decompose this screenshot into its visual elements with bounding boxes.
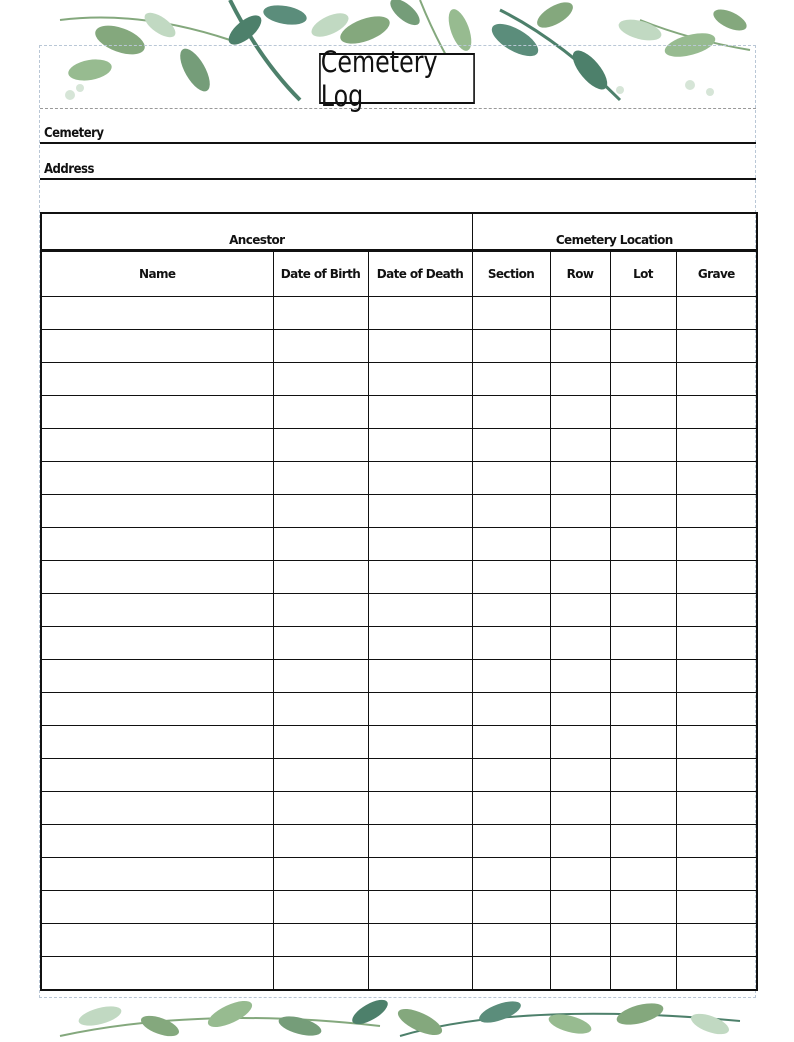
table-cell[interactable]	[610, 594, 676, 627]
table-cell[interactable]	[472, 429, 550, 462]
table-cell[interactable]	[550, 462, 610, 495]
table-cell[interactable]	[368, 363, 472, 396]
table-cell[interactable]	[550, 396, 610, 429]
table-row	[41, 429, 757, 462]
table-cell[interactable]	[676, 891, 757, 924]
table-cell[interactable]	[610, 396, 676, 429]
table-cell[interactable]	[41, 363, 273, 396]
table-cell[interactable]	[610, 462, 676, 495]
column-header-row: Row	[550, 251, 610, 297]
table-row	[41, 594, 757, 627]
table-row	[41, 396, 757, 429]
table-cell[interactable]	[676, 528, 757, 561]
table-cell[interactable]	[368, 396, 472, 429]
table-cell[interactable]	[368, 561, 472, 594]
table-cell[interactable]	[368, 297, 472, 330]
table-cell[interactable]	[273, 363, 368, 396]
table-body	[41, 297, 757, 991]
table-cell[interactable]	[368, 792, 472, 825]
table-cell[interactable]	[41, 957, 273, 991]
table-cell[interactable]	[273, 792, 368, 825]
table-cell[interactable]	[41, 495, 273, 528]
table-cell[interactable]	[273, 858, 368, 891]
table-cell[interactable]	[676, 297, 757, 330]
table-cell[interactable]	[273, 429, 368, 462]
table-cell[interactable]	[610, 429, 676, 462]
table-cell[interactable]	[610, 693, 676, 726]
table-cell[interactable]	[41, 693, 273, 726]
table-cell[interactable]	[472, 528, 550, 561]
table-cell[interactable]	[273, 396, 368, 429]
table-cell[interactable]	[472, 858, 550, 891]
table-cell[interactable]	[676, 627, 757, 660]
table-cell[interactable]	[550, 429, 610, 462]
table-cell[interactable]	[368, 495, 472, 528]
table-cell[interactable]	[472, 495, 550, 528]
table-cell[interactable]	[550, 528, 610, 561]
table-cell[interactable]	[472, 660, 550, 693]
table-row	[41, 528, 757, 561]
table-cell[interactable]	[610, 561, 676, 594]
table-cell[interactable]	[472, 561, 550, 594]
table-cell[interactable]	[472, 627, 550, 660]
table-cell[interactable]	[368, 825, 472, 858]
table-cell[interactable]	[550, 792, 610, 825]
table-cell[interactable]	[472, 297, 550, 330]
table-cell[interactable]	[676, 858, 757, 891]
table-cell[interactable]	[41, 594, 273, 627]
table-cell[interactable]	[676, 693, 757, 726]
cemetery-label: Cemetery	[44, 126, 104, 141]
table-row	[41, 957, 757, 991]
table-cell[interactable]	[472, 891, 550, 924]
table-cell[interactable]	[610, 660, 676, 693]
table-row	[41, 495, 757, 528]
table-cell[interactable]	[610, 726, 676, 759]
address-label: Address	[44, 162, 94, 177]
table-cell[interactable]	[610, 858, 676, 891]
address-field[interactable]	[40, 152, 756, 180]
column-header-name: Name	[41, 251, 273, 297]
table-row	[41, 363, 757, 396]
table-cell[interactable]	[550, 957, 610, 991]
table-cell[interactable]	[472, 924, 550, 957]
table-cell[interactable]	[41, 297, 273, 330]
table-cell[interactable]	[368, 330, 472, 363]
table-cell[interactable]	[550, 627, 610, 660]
table-row	[41, 660, 757, 693]
column-header-grave: Grave	[676, 251, 757, 297]
table-cell[interactable]	[273, 759, 368, 792]
table-cell[interactable]	[41, 561, 273, 594]
table-cell[interactable]	[368, 528, 472, 561]
column-header-date-of-death: Date of Death	[368, 251, 472, 297]
column-header-lot: Lot	[610, 251, 676, 297]
table-cell[interactable]	[550, 363, 610, 396]
cemetery-log-table	[40, 212, 758, 991]
table-cell[interactable]	[550, 660, 610, 693]
foliage-bottom-decoration	[0, 996, 794, 1042]
table-cell[interactable]	[273, 726, 368, 759]
table-cell[interactable]	[610, 759, 676, 792]
table-cell[interactable]	[273, 330, 368, 363]
table-cell[interactable]	[610, 792, 676, 825]
table-cell[interactable]	[550, 594, 610, 627]
table-cell[interactable]	[368, 891, 472, 924]
table-cell[interactable]	[472, 363, 550, 396]
table-row	[41, 693, 757, 726]
table-cell[interactable]	[41, 858, 273, 891]
table-row	[41, 825, 757, 858]
table-cell[interactable]	[676, 594, 757, 627]
table-cell[interactable]	[676, 462, 757, 495]
table-cell[interactable]	[610, 627, 676, 660]
table-cell[interactable]	[550, 495, 610, 528]
table-cell[interactable]	[273, 297, 368, 330]
table-row	[41, 561, 757, 594]
table-cell[interactable]	[273, 561, 368, 594]
table-cell[interactable]	[472, 726, 550, 759]
table-cell[interactable]	[676, 429, 757, 462]
table-cell[interactable]	[550, 726, 610, 759]
table-cell[interactable]	[41, 627, 273, 660]
table-row	[41, 462, 757, 495]
foliage-bottom-icon	[0, 996, 794, 1042]
table-cell[interactable]	[368, 594, 472, 627]
table-cell[interactable]	[41, 660, 273, 693]
table-cell[interactable]	[472, 825, 550, 858]
column-header-section: Section	[472, 251, 550, 297]
table-cell[interactable]	[41, 924, 273, 957]
table-cell[interactable]	[550, 825, 610, 858]
table-cell[interactable]	[676, 825, 757, 858]
table-cell[interactable]	[368, 627, 472, 660]
table-cell[interactable]	[472, 330, 550, 363]
table-cell[interactable]	[610, 363, 676, 396]
table-cell[interactable]	[550, 924, 610, 957]
table-row	[41, 627, 757, 660]
table-cell[interactable]	[676, 957, 757, 991]
table-cell[interactable]	[676, 330, 757, 363]
table-cell[interactable]	[676, 363, 757, 396]
table-cell[interactable]	[41, 891, 273, 924]
table-row	[41, 858, 757, 891]
table-cell[interactable]	[368, 726, 472, 759]
table-row	[41, 792, 757, 825]
table-cell[interactable]	[676, 726, 757, 759]
table-cell[interactable]	[41, 528, 273, 561]
table-row	[41, 891, 757, 924]
table-cell[interactable]	[610, 825, 676, 858]
table-cell[interactable]	[273, 957, 368, 991]
table-cell[interactable]	[472, 957, 550, 991]
table-cell[interactable]	[676, 396, 757, 429]
table-cell[interactable]	[273, 693, 368, 726]
table-cell[interactable]	[676, 495, 757, 528]
table-row	[41, 759, 757, 792]
table-cell[interactable]	[676, 561, 757, 594]
table-cell[interactable]	[550, 858, 610, 891]
table-cell[interactable]	[472, 594, 550, 627]
table-cell[interactable]	[610, 957, 676, 991]
table-cell[interactable]	[676, 759, 757, 792]
table-row	[41, 297, 757, 330]
table-cell[interactable]	[472, 462, 550, 495]
table-cell[interactable]	[41, 429, 273, 462]
table-cell[interactable]	[550, 297, 610, 330]
table-cell[interactable]	[676, 924, 757, 957]
table-cell[interactable]	[41, 825, 273, 858]
table-cell[interactable]	[368, 693, 472, 726]
table-cell[interactable]	[273, 462, 368, 495]
table-cell[interactable]	[368, 660, 472, 693]
table-cell[interactable]	[41, 330, 273, 363]
table-cell[interactable]	[676, 792, 757, 825]
table-cell[interactable]	[368, 759, 472, 792]
table-cell[interactable]	[273, 528, 368, 561]
table-cell[interactable]	[676, 660, 757, 693]
table-cell[interactable]	[368, 462, 472, 495]
table-cell[interactable]	[368, 924, 472, 957]
table-cell[interactable]	[273, 825, 368, 858]
table-cell[interactable]	[472, 759, 550, 792]
table-cell[interactable]	[610, 891, 676, 924]
ancestor-group-header: Ancestor	[41, 213, 472, 251]
table-cell[interactable]	[41, 759, 273, 792]
table-row	[41, 924, 757, 957]
table-cell[interactable]	[273, 627, 368, 660]
table-cell[interactable]	[610, 330, 676, 363]
cemetery-field[interactable]	[40, 116, 756, 144]
table-cell[interactable]	[41, 792, 273, 825]
table-cell[interactable]	[273, 891, 368, 924]
table-cell[interactable]	[368, 429, 472, 462]
table-cell[interactable]	[273, 924, 368, 957]
page-title-text: Cemetery Log	[320, 44, 438, 113]
table-cell[interactable]	[550, 759, 610, 792]
table-cell[interactable]	[550, 561, 610, 594]
table-cell[interactable]	[368, 858, 472, 891]
table-cell[interactable]	[610, 297, 676, 330]
table-row	[41, 330, 757, 363]
table-cell[interactable]	[273, 594, 368, 627]
table-cell[interactable]	[41, 726, 273, 759]
table-row	[41, 726, 757, 759]
table-cell[interactable]	[472, 693, 550, 726]
table-cell[interactable]	[610, 924, 676, 957]
table-cell[interactable]	[550, 693, 610, 726]
table-cell[interactable]	[41, 462, 273, 495]
cemetery-location-group-header: Cemetery Location	[472, 213, 757, 251]
table-cell[interactable]	[273, 495, 368, 528]
table-cell[interactable]	[273, 660, 368, 693]
table-cell[interactable]	[610, 495, 676, 528]
table-cell[interactable]	[41, 396, 273, 429]
table-cell[interactable]	[610, 528, 676, 561]
table-cell[interactable]	[550, 330, 610, 363]
table-cell[interactable]	[472, 396, 550, 429]
table-cell[interactable]	[472, 792, 550, 825]
table-cell[interactable]	[368, 957, 472, 991]
column-header-date-of-birth: Date of Birth	[273, 251, 368, 297]
page-title	[319, 44, 475, 113]
table-cell[interactable]	[550, 891, 610, 924]
